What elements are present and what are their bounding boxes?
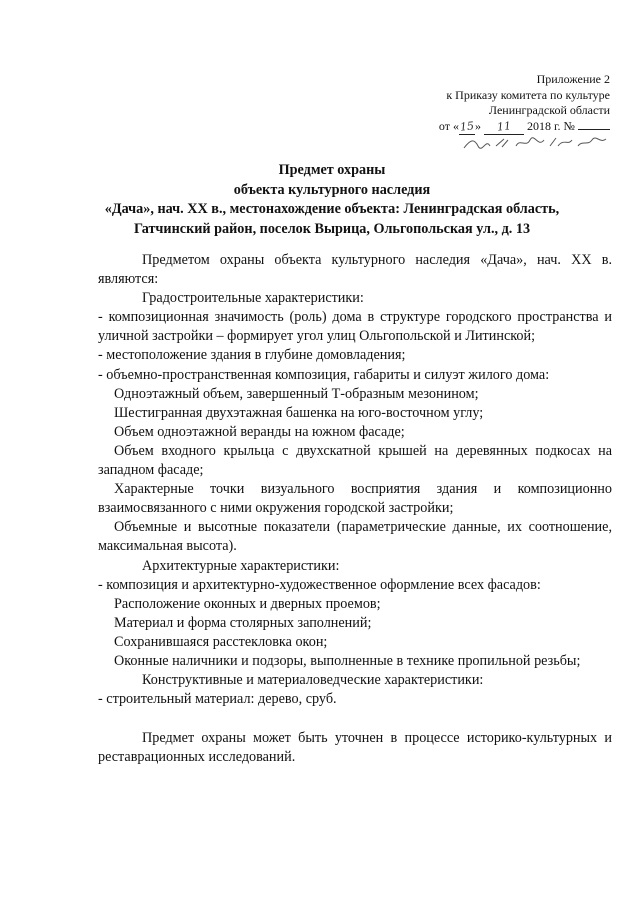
appendix-date: от «15» 11 2018 г. №	[439, 119, 610, 136]
date-day-field: 15	[459, 118, 475, 134]
appendix-order-ref: к Приказу комитета по культуре	[446, 87, 610, 102]
section-urban-heading: Градостроительные характеристики:	[142, 290, 364, 307]
list-item: Материал и форма столярных заполнений;	[114, 614, 372, 631]
document-title	[50, 161, 614, 239]
list-item: Оконные наличники и подзоры, выполненные в технике пропильной резьбы;	[114, 652, 581, 669]
order-number-field	[578, 129, 610, 130]
list-item-dash: - композиционная значимость (роль) дома в структуре городского пространства и уличной застройки – формирует угол улиц Ольгопольской и Литинской;	[98, 309, 612, 345]
section-construction-heading: Конструктивные и материаловедческие характеристики:	[142, 672, 484, 689]
list-item: Объемные и высотные показатели (параметрические данные, их соотношение, максимальная высота).	[98, 519, 612, 555]
list-item: Одноэтажный объем, завершенный Т-образным мезонином;	[114, 385, 479, 402]
section-architecture-heading: Архитектурные характеристики:	[142, 557, 340, 574]
intro-paragraph: Предметом охраны объекта культурного наследия «Дача», нач. XX в. являются:	[98, 252, 612, 288]
document-body	[98, 251, 612, 767]
list-item: Сохранившаяся расстекловка окон;	[114, 633, 328, 650]
list-item: Шестигранная двухэтажная башенка на юго-восточном углу;	[114, 404, 484, 421]
list-item: Объем входного крыльца с двухскатной крышей на деревянных подкосах на западном фасаде;	[98, 442, 612, 479]
list-item-dash: - композиция и архитектурно-художественное оформление всех фасадов:	[98, 576, 541, 593]
list-item-dash: - строительный материал: дерево, сруб.	[98, 691, 337, 708]
title-line-2: объекта культурного наследия	[233, 181, 431, 198]
handwritten-registration-mark	[460, 134, 610, 152]
list-item-dash: - местоположение здания в глубине домовладения;	[98, 347, 406, 364]
list-item-dash: - объемно-пространственная композиция, габариты и силуэт жилого дома:	[98, 366, 550, 383]
list-item: Характерные точки визуального восприятия здания и композиционно взаимосвязанного с ними окружения городской застройки;	[98, 481, 612, 517]
list-item: Расположение оконных и дверных проемов;	[114, 595, 381, 612]
closing-paragraph: Предмет охраны может быть уточнен в процессе историко-культурных и реставрационных исследований.	[98, 730, 612, 766]
paragraph-spacer	[98, 709, 612, 729]
title-line-3: «Дача», нач. XX в., местонахождение объекта: Ленинградская область,	[104, 201, 560, 217]
appendix-header	[439, 72, 610, 135]
appendix-region: Ленинградской области	[488, 103, 610, 117]
date-month-field: 11	[484, 119, 524, 136]
appendix-number: Приложение 2	[536, 72, 610, 86]
title-line-4: Гатчинский район, поселок Вырица, Ольгопольская ул., д. 13	[133, 220, 531, 237]
list-item: Объем одноэтажной веранды на южном фасаде;	[114, 423, 405, 440]
title-line-1: Предмет охраны	[278, 162, 386, 178]
